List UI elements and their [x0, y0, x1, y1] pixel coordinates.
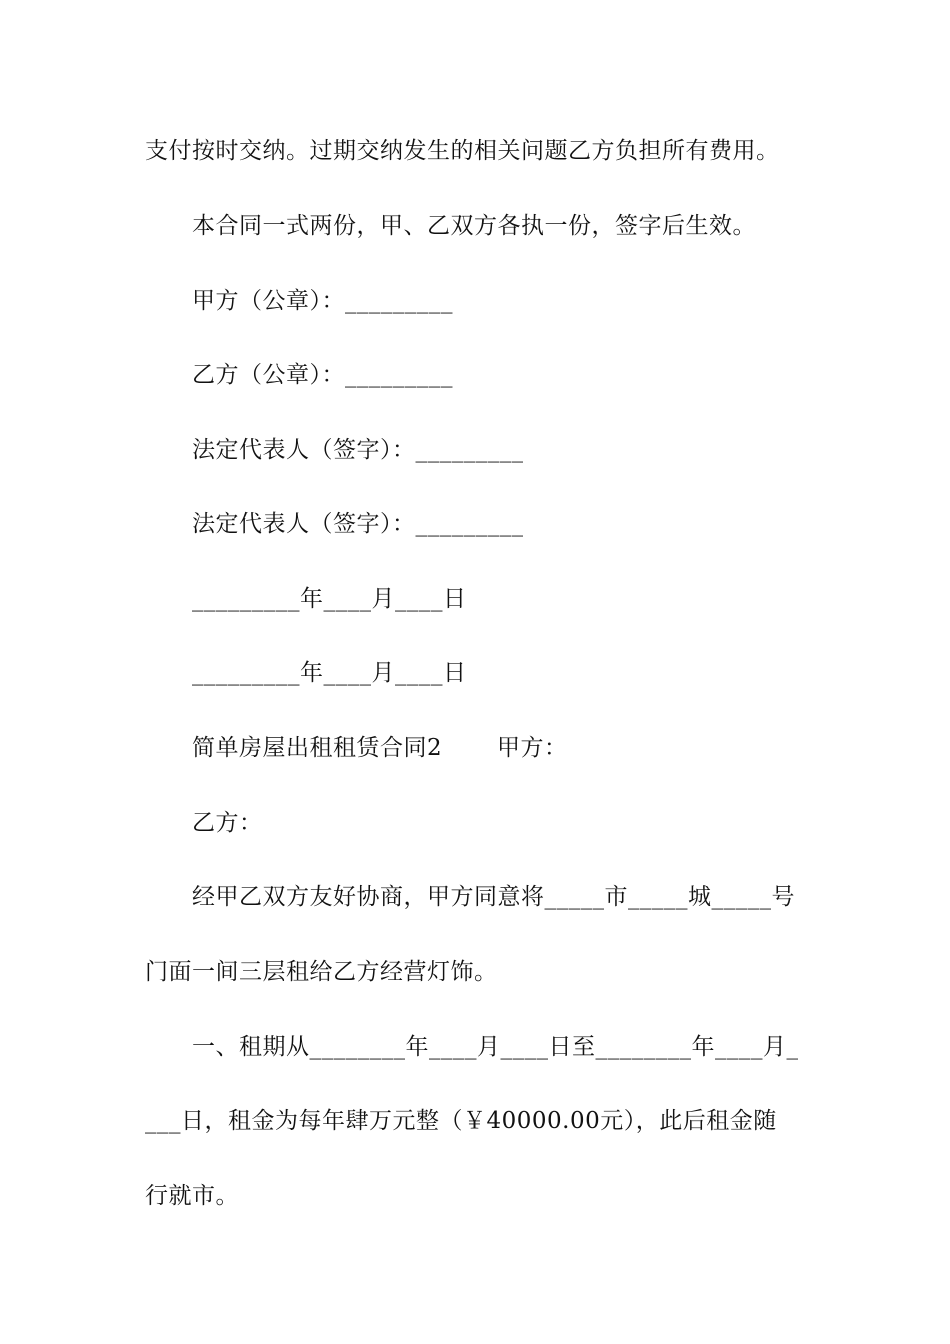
- party-b-line: 乙方：: [192, 810, 263, 836]
- contract-2-title-line: 简单房屋出租租赁合同2 甲方：: [192, 735, 568, 761]
- paragraph-line-copies: 本合同一式两份，甲、乙双方各执一份，签字后生效。: [192, 213, 756, 239]
- party-b-seal-line: 乙方（公章）：_________: [192, 362, 453, 388]
- date-line-2: _________年____月____日: [192, 660, 467, 686]
- legal-representative-line-1: 法定代表人（签字）：_________: [192, 437, 524, 463]
- lease-term-line-1: 一、租期从________年____月____日至________年____月_: [192, 1034, 799, 1060]
- legal-representative-line-2: 法定代表人（签字）：_________: [192, 511, 524, 537]
- date-line-1: _________年____月____日: [192, 586, 467, 612]
- paragraph-line-payment: 支付按时交纳。过期交纳发生的相关问题乙方负担所有费用。: [145, 138, 780, 164]
- lease-term-line-3: 行就市。: [145, 1183, 239, 1209]
- agreement-paragraph-line-1: 经甲乙双方友好协商，甲方同意将_____市_____城_____号: [192, 884, 795, 910]
- agreement-paragraph-line-2: 门面一间三层租给乙方经营灯饰。: [145, 959, 498, 985]
- lease-term-line-2: ___日，租金为每年肆万元整（￥40000.00元），此后租金随: [145, 1108, 777, 1134]
- party-a-seal-line: 甲方（公章）：_________: [192, 288, 453, 314]
